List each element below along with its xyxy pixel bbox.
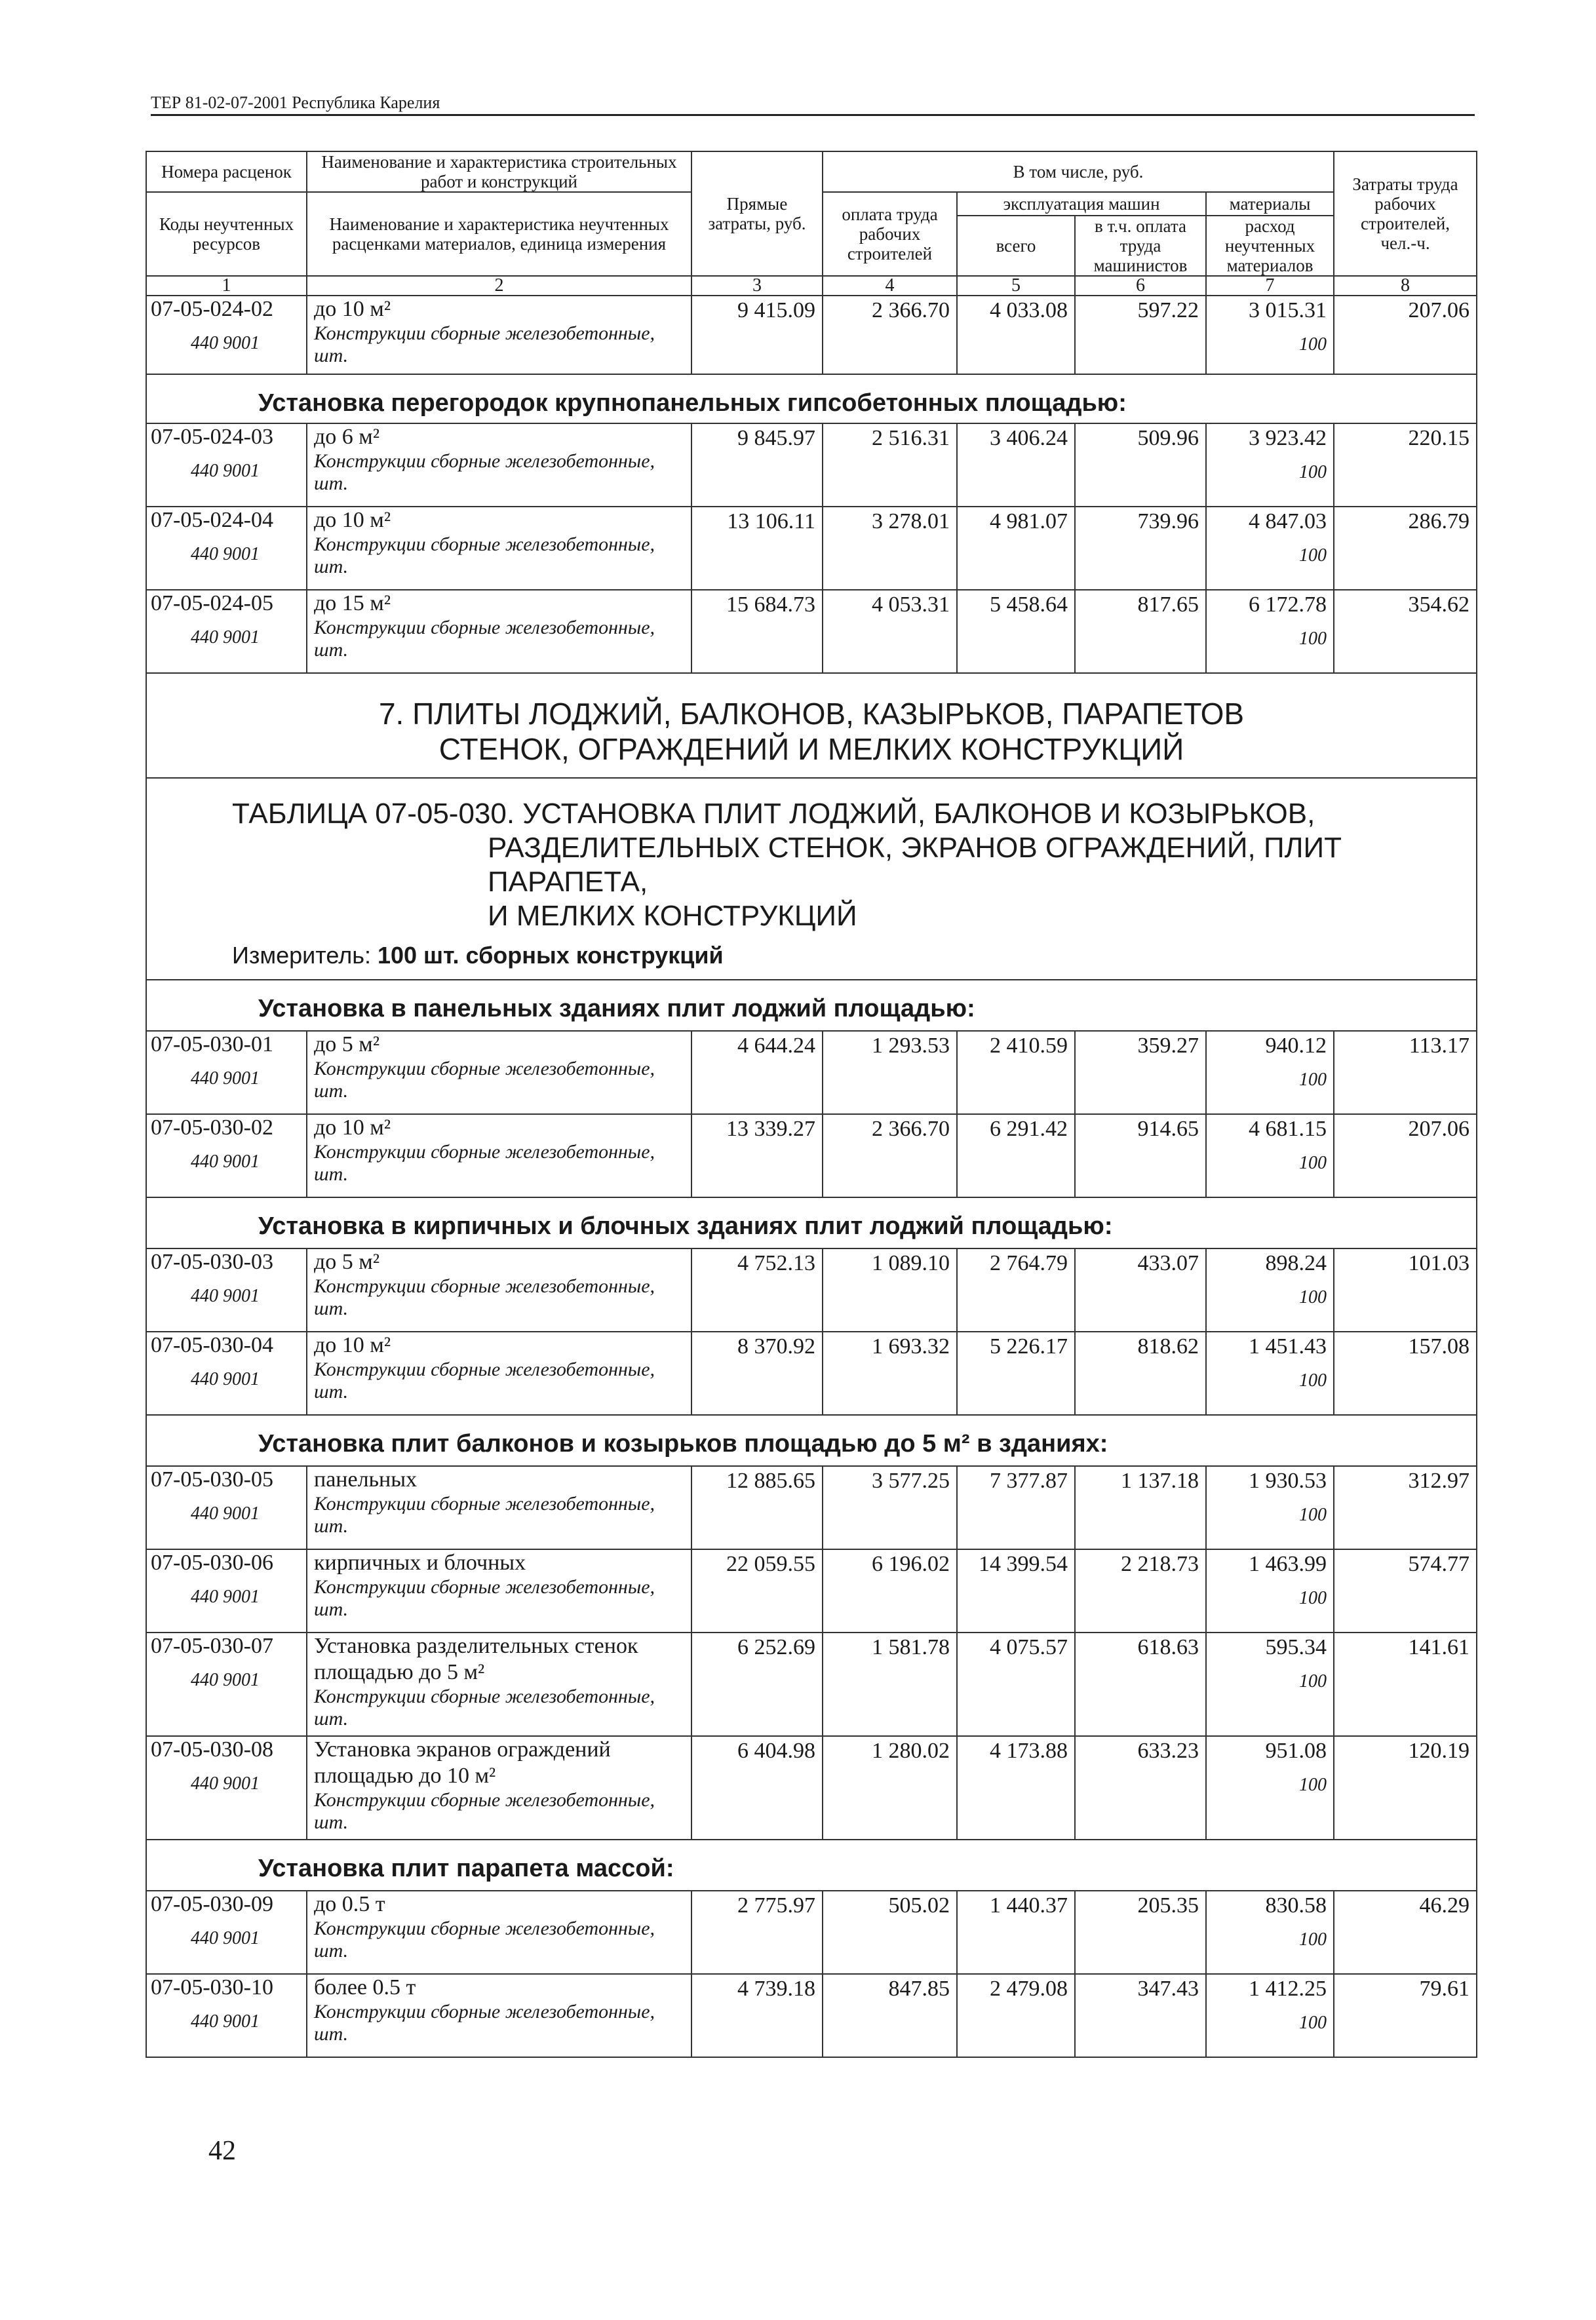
operator-cost: 433.07 bbox=[1075, 1248, 1206, 1332]
material-quantity: 100 bbox=[1299, 1287, 1327, 1307]
direct-cost: 6 252.69 bbox=[691, 1633, 823, 1736]
operator-cost: 347.43 bbox=[1075, 1974, 1206, 2057]
material-description: Конструкции сборные железобетонные, шт. bbox=[314, 1058, 655, 1102]
table-row bbox=[146, 1332, 1477, 1415]
labor-cost: 3 577.25 bbox=[823, 1466, 957, 1549]
labor-hours: 312.97 bbox=[1334, 1466, 1477, 1549]
work-description: Установка экранов ограждений площадью до 10 м² bbox=[314, 1737, 611, 1788]
direct-cost: 4 644.24 bbox=[691, 1031, 823, 1114]
operator-cost: 818.62 bbox=[1075, 1332, 1206, 1415]
resource-code: 440 9001 bbox=[191, 627, 260, 648]
labor-cost: 1 089.10 bbox=[823, 1248, 957, 1332]
machine-cost: 2 764.79 bbox=[957, 1248, 1075, 1332]
labor-hours: 79.61 bbox=[1334, 1974, 1477, 2057]
material-quantity: 100 bbox=[1299, 1588, 1327, 1608]
labor-cost: 2 366.70 bbox=[823, 296, 957, 374]
operator-cost: 633.23 bbox=[1075, 1736, 1206, 1840]
machines-header: эксплуатация машин bbox=[957, 192, 1206, 216]
labor-cost: 505.02 bbox=[823, 1891, 957, 1974]
material-quantity: 100 bbox=[1299, 334, 1327, 355]
group-header: В том числе, руб. bbox=[823, 151, 1334, 192]
material-description: Конструкции сборные железобетонные, шт. bbox=[314, 1576, 655, 1620]
labor-hours: 141.61 bbox=[1334, 1633, 1477, 1736]
resource-code: 440 9001 bbox=[191, 2011, 260, 2032]
materials-cost: 1 463.99 bbox=[1249, 1552, 1327, 1576]
resource-code: 440 9001 bbox=[191, 461, 260, 481]
work-description: Установка разделительных стенок площадью до 5 м² bbox=[314, 1634, 638, 1684]
page-number: 42 bbox=[208, 2136, 236, 2166]
material-quantity: 100 bbox=[1299, 1505, 1327, 1525]
operator-cost: 359.27 bbox=[1075, 1031, 1206, 1114]
work-description: до 10 м² bbox=[314, 297, 391, 321]
column-number: 8 bbox=[1334, 276, 1477, 296]
material-quantity: 100 bbox=[1299, 2013, 1327, 2033]
materials-cost: 898.24 bbox=[1265, 1251, 1327, 1275]
column-number: 5 bbox=[957, 276, 1075, 296]
resource-code: 440 9001 bbox=[191, 333, 260, 353]
work-description: более 0.5 т bbox=[314, 1975, 416, 2000]
col1-top-header: Номера расценок bbox=[146, 151, 307, 192]
direct-cost: 9 845.97 bbox=[691, 423, 823, 507]
machine-cost: 2 410.59 bbox=[957, 1031, 1075, 1114]
column-number: 3 bbox=[691, 276, 823, 296]
col1-bottom-header: Коды неучтенных ресурсов bbox=[146, 192, 307, 276]
material-description: Конструкции сборные железобетонные, шт. bbox=[314, 533, 655, 577]
machine-cost: 5 226.17 bbox=[957, 1332, 1075, 1415]
materials-cost: 1 930.53 bbox=[1249, 1469, 1327, 1493]
operator-cost: 817.65 bbox=[1075, 590, 1206, 673]
resource-code: 440 9001 bbox=[191, 1587, 260, 1607]
materials-cost: 3 015.31 bbox=[1249, 298, 1327, 322]
labor-cost: 2 366.70 bbox=[823, 1114, 957, 1197]
direct-cost: 4 739.18 bbox=[691, 1974, 823, 2057]
labor-hours: 120.19 bbox=[1334, 1736, 1477, 1840]
materials-cost: 951.08 bbox=[1265, 1739, 1327, 1763]
material-quantity: 100 bbox=[1299, 1929, 1327, 1950]
operator-cost: 2 218.73 bbox=[1075, 1549, 1206, 1633]
rate-code: 07-05-030-07 bbox=[151, 1634, 273, 1658]
material-quantity: 100 bbox=[1299, 1671, 1327, 1692]
resource-code: 440 9001 bbox=[191, 1503, 260, 1524]
col2-top-header: Наименование и характеристика строительных работ и конструкций bbox=[307, 151, 691, 192]
materials-cost: 1 412.25 bbox=[1249, 1977, 1327, 2001]
table-title-line1: ТАБЛИЦА 07-05-030. УСТАНОВКА ПЛИТ ЛОДЖИЙ, БАЛКОНОВ И КОЗЫРЬКОВ, bbox=[232, 798, 1315, 830]
section-title: Установка перегородок крупнопанельных гипсобетонных площадью: bbox=[146, 374, 1477, 423]
table-row bbox=[146, 1549, 1477, 1633]
rate-code: 07-05-030-08 bbox=[151, 1737, 273, 1762]
resource-code: 440 9001 bbox=[191, 1286, 260, 1306]
machine-cost: 3 406.24 bbox=[957, 423, 1075, 507]
table-title-line2: РАЗДЕЛИТЕЛЬНЫХ СТЕНОК, ЭКРАНОВ ОГРАЖДЕНИЙ, ПЛИТ ПАРАПЕТА, bbox=[488, 832, 1342, 898]
meter-value: 100 шт. сборных конструкций bbox=[377, 942, 724, 969]
labor-hours: 574.77 bbox=[1334, 1549, 1477, 1633]
direct-cost: 8 370.92 bbox=[691, 1332, 823, 1415]
material-description: Конструкции сборные железобетонные, шт. bbox=[314, 1789, 655, 1833]
rate-code: 07-05-030-04 bbox=[151, 1333, 273, 1357]
operator-cost: 618.63 bbox=[1075, 1633, 1206, 1736]
column-number: 4 bbox=[823, 276, 957, 296]
table-header bbox=[146, 151, 1477, 296]
materials-header: материалы bbox=[1206, 192, 1334, 216]
operator-cost: 205.35 bbox=[1075, 1891, 1206, 1974]
material-description: Конструкции сборные железобетонные, шт. bbox=[314, 1141, 655, 1185]
labor-cost: 847.85 bbox=[823, 1974, 957, 2057]
material-description: Конструкции сборные железобетонные, шт. bbox=[314, 1918, 655, 1962]
materials-cost: 940.12 bbox=[1265, 1034, 1327, 1058]
rate-code: 07-05-030-10 bbox=[151, 1975, 273, 2000]
material-description: Конструкции сборные железобетонные, шт. bbox=[314, 450, 655, 494]
resource-code: 440 9001 bbox=[191, 1928, 260, 1948]
rate-code: 07-05-030-05 bbox=[151, 1467, 273, 1492]
chapter-title-line2: СТЕНОК, ОГРАЖДЕНИЙ И МЕЛКИХ КОНСТРУКЦИЙ bbox=[438, 732, 1184, 766]
resource-code: 440 9001 bbox=[191, 1151, 260, 1172]
machine-cost: 4 981.07 bbox=[957, 507, 1075, 590]
labor-cost: 1 280.02 bbox=[823, 1736, 957, 1840]
table-row bbox=[146, 1633, 1477, 1736]
chapter-title bbox=[146, 673, 1477, 778]
machine-cost: 4 075.57 bbox=[957, 1633, 1075, 1736]
labor-cost: 2 516.31 bbox=[823, 423, 957, 507]
table-row bbox=[146, 423, 1477, 507]
machine-cost: 1 440.37 bbox=[957, 1891, 1075, 1974]
work-description: до 0.5 т bbox=[314, 1892, 385, 1916]
material-quantity: 100 bbox=[1299, 1370, 1327, 1391]
operator-cost: 597.22 bbox=[1075, 296, 1206, 374]
direct-cost: 15 684.73 bbox=[691, 590, 823, 673]
labor-cost: 1 581.78 bbox=[823, 1633, 957, 1736]
machine-cost: 7 377.87 bbox=[957, 1466, 1075, 1549]
labor-cost: 3 278.01 bbox=[823, 507, 957, 590]
column-number: 6 bbox=[1075, 276, 1206, 296]
material-description: Конструкции сборные железобетонные, шт. bbox=[314, 1493, 655, 1537]
material-description: Конструкции сборные железобетонные, шт. bbox=[314, 617, 655, 661]
labor-cost: 4 053.31 bbox=[823, 590, 957, 673]
page-header: ТЕР 81-02-07-2001 Республика Карелия bbox=[151, 93, 1475, 116]
work-description: кирпичных и блочных bbox=[314, 1551, 526, 1575]
resource-code: 440 9001 bbox=[191, 544, 260, 564]
work-description: до 10 м² bbox=[314, 1115, 391, 1140]
work-description: до 6 м² bbox=[314, 425, 380, 449]
work-description: до 10 м² bbox=[314, 1333, 391, 1357]
materials-cost: 6 172.78 bbox=[1249, 592, 1327, 617]
material-quantity: 100 bbox=[1299, 462, 1327, 482]
rate-code: 07-05-030-01 bbox=[151, 1032, 273, 1056]
section-title: Установка в кирпичных и блочных зданиях плит лоджий площадью: bbox=[146, 1197, 1477, 1248]
table-body bbox=[146, 296, 1477, 2057]
machine-cost: 6 291.42 bbox=[957, 1114, 1075, 1197]
material-description: Конструкции сборные железобетонные, шт. bbox=[314, 1359, 655, 1402]
labor-hours: 101.03 bbox=[1334, 1248, 1477, 1332]
labor-hours: 286.79 bbox=[1334, 507, 1477, 590]
col2-bottom-header: Наименование и характеристика неучтенных расценками материалов, единица измерения bbox=[307, 192, 691, 276]
material-quantity: 100 bbox=[1299, 1775, 1327, 1795]
materials-cost: 3 923.42 bbox=[1249, 426, 1327, 450]
table-row bbox=[146, 1974, 1477, 2057]
resource-code: 440 9001 bbox=[191, 1369, 260, 1389]
material-description: Конструкции сборные железобетонные, шт. bbox=[314, 322, 655, 366]
machine-cost: 4 173.88 bbox=[957, 1736, 1075, 1840]
direct-cost: 13 106.11 bbox=[691, 507, 823, 590]
direct-cost: 22 059.55 bbox=[691, 1549, 823, 1633]
col7-header: расход неучтенных материалов bbox=[1206, 216, 1334, 276]
rate-code: 07-05-024-04 bbox=[151, 508, 273, 532]
operator-cost: 509.96 bbox=[1075, 423, 1206, 507]
table-title bbox=[146, 778, 1477, 980]
labor-hours: 207.06 bbox=[1334, 1114, 1477, 1197]
materials-cost: 595.34 bbox=[1265, 1635, 1327, 1659]
materials-cost: 4 681.15 bbox=[1249, 1117, 1327, 1141]
rate-code: 07-05-030-09 bbox=[151, 1892, 273, 1916]
table-row bbox=[146, 296, 1477, 374]
operator-cost: 914.65 bbox=[1075, 1114, 1206, 1197]
table-row bbox=[146, 1031, 1477, 1114]
table-row bbox=[146, 1466, 1477, 1549]
section-title: Установка плит балконов и козырьков площадью до 5 м² в зданиях: bbox=[146, 1415, 1477, 1466]
labor-hours: 220.15 bbox=[1334, 423, 1477, 507]
section-title: Установка в панельных зданиях плит лоджий площадью: bbox=[146, 980, 1477, 1031]
machine-cost: 4 033.08 bbox=[957, 296, 1075, 374]
materials-cost: 1 451.43 bbox=[1249, 1334, 1327, 1359]
resource-code: 440 9001 bbox=[191, 1670, 260, 1690]
labor-hours: 157.08 bbox=[1334, 1332, 1477, 1415]
work-description: панельных bbox=[314, 1467, 418, 1492]
resource-code: 440 9001 bbox=[191, 1773, 260, 1794]
work-description: до 5 м² bbox=[314, 1250, 380, 1274]
rate-code: 07-05-030-06 bbox=[151, 1551, 273, 1575]
column-number: 7 bbox=[1206, 276, 1334, 296]
labor-cost: 1 293.53 bbox=[823, 1031, 957, 1114]
table-row bbox=[146, 1114, 1477, 1197]
col6-header: в т.ч. оплата труда машинистов bbox=[1075, 216, 1206, 276]
column-number: 1 bbox=[146, 276, 307, 296]
col5-header: всего bbox=[957, 216, 1075, 276]
rate-code: 07-05-024-02 bbox=[151, 297, 273, 321]
material-description: Конструкции сборные железобетонные, шт. bbox=[314, 2001, 655, 2045]
table-title-line3: И МЕЛКИХ КОНСТРУКЦИЙ bbox=[488, 900, 857, 932]
machine-cost: 5 458.64 bbox=[957, 590, 1075, 673]
direct-cost: 2 775.97 bbox=[691, 1891, 823, 1974]
table-row bbox=[146, 1736, 1477, 1840]
section-title: Установка плит парапета массой: bbox=[146, 1840, 1477, 1891]
work-description: до 5 м² bbox=[314, 1032, 380, 1056]
column-number: 2 bbox=[307, 276, 691, 296]
rate-code: 07-05-030-03 bbox=[151, 1250, 273, 1274]
chapter-title-line1: 7. ПЛИТЫ ЛОДЖИЙ, БАЛКОНОВ, КАЗЫРЬКОВ, ПАРАПЕТОВ bbox=[378, 697, 1245, 731]
operator-cost: 739.96 bbox=[1075, 507, 1206, 590]
operator-cost: 1 137.18 bbox=[1075, 1466, 1206, 1549]
work-description: до 10 м² bbox=[314, 508, 391, 532]
direct-cost: 4 752.13 bbox=[691, 1248, 823, 1332]
material-quantity: 100 bbox=[1299, 545, 1327, 566]
direct-cost: 12 885.65 bbox=[691, 1466, 823, 1549]
rate-code: 07-05-030-02 bbox=[151, 1115, 273, 1140]
material-quantity: 100 bbox=[1299, 1070, 1327, 1090]
labor-cost: 6 196.02 bbox=[823, 1549, 957, 1633]
material-description: Конструкции сборные железобетонные, шт. bbox=[314, 1275, 655, 1319]
material-quantity: 100 bbox=[1299, 628, 1327, 649]
resource-code: 440 9001 bbox=[191, 1068, 260, 1089]
col3-header: Прямые затраты, руб. bbox=[691, 151, 823, 276]
machine-cost: 14 399.54 bbox=[957, 1549, 1075, 1633]
work-description: до 15 м² bbox=[314, 591, 391, 615]
material-description: Конструкции сборные железобетонные, шт. bbox=[314, 1686, 655, 1730]
table-row bbox=[146, 590, 1477, 673]
materials-cost: 830.58 bbox=[1265, 1893, 1327, 1918]
machine-cost: 2 479.08 bbox=[957, 1974, 1075, 2057]
direct-cost: 6 404.98 bbox=[691, 1736, 823, 1840]
meter-label: Измеритель: bbox=[232, 942, 371, 969]
col4-header: оплата труда рабочих строителей bbox=[823, 192, 957, 276]
direct-cost: 9 415.09 bbox=[691, 296, 823, 374]
labor-hours: 354.62 bbox=[1334, 590, 1477, 673]
column-numbers-row bbox=[146, 276, 1477, 296]
table-row bbox=[146, 507, 1477, 590]
material-quantity: 100 bbox=[1299, 1153, 1327, 1173]
rate-code: 07-05-024-05 bbox=[151, 591, 273, 615]
labor-hours: 113.17 bbox=[1334, 1031, 1477, 1114]
table-row bbox=[146, 1248, 1477, 1332]
rate-code: 07-05-024-03 bbox=[151, 425, 273, 449]
direct-cost: 13 339.27 bbox=[691, 1114, 823, 1197]
rates-table bbox=[146, 151, 1477, 2058]
labor-cost: 1 693.32 bbox=[823, 1332, 957, 1415]
labor-hours: 46.29 bbox=[1334, 1891, 1477, 1974]
table-row bbox=[146, 1891, 1477, 1974]
materials-cost: 4 847.03 bbox=[1249, 509, 1327, 533]
labor-hours: 207.06 bbox=[1334, 296, 1477, 374]
col8-header: Затраты труда рабочих строителей, чел.-ч. bbox=[1334, 151, 1477, 276]
